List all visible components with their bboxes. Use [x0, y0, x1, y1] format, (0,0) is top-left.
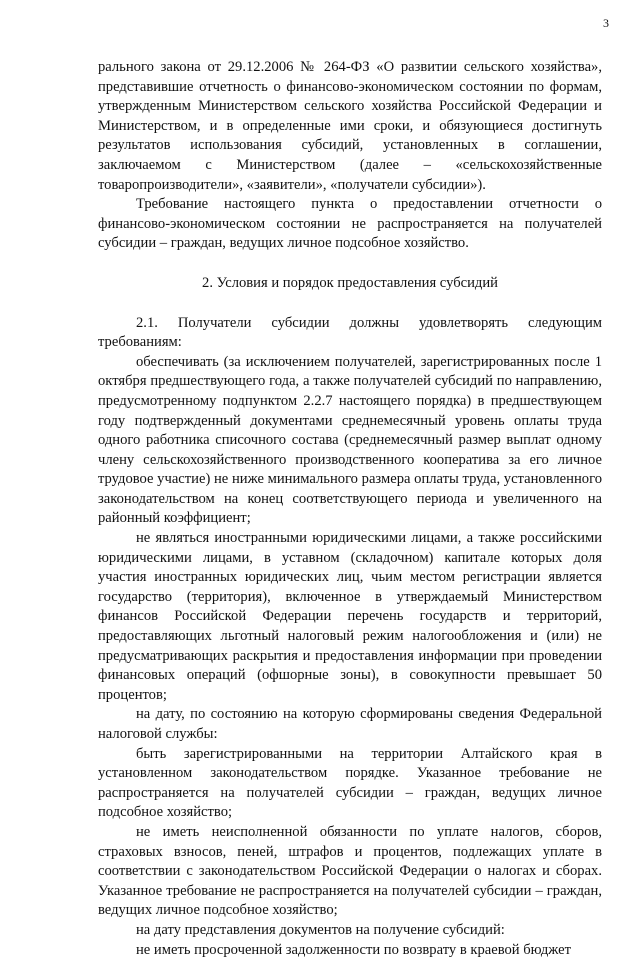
paragraph-continuation: рального закона от 29.12.2006 № 264-ФЗ «О развитии сельского хозяйства», представившие отчетность о финансово-экономическом состоянии по формам, утвержденным Министерством сельского хозяйства Российской Федерации и Министерством, и в определенные ими сроки, и обязующиеся достигнуть результатов использования субсидий, установленных в соглашении, заключаемом с Министерством (далее – «сельскохозяйственные товаропроизводители», «заявители», «получатели субсидии»). — [98, 59, 602, 193]
paragraph-wage-requirement: обеспечивать (за исключением получателей, зарегистрированных после 1 октября предшествующего года, а также получателей субсидий по направлению, предусмотренному подпунктом 2.2.7 настоящего порядка) в предшествующем году подтвержденный документами среднемесячный уровень оплаты труда одного работника списочного состава (среднемесячный размер выплат одному члену сельскохозяйственного производственного кооператива за его личное трудовое участие) не ниже минимального размера оплаты труда, установленного законодательством на конец соответствующего периода и увеличенного на районный коэффициент; — [98, 353, 602, 527]
section-heading: 2. Условия и порядок предоставления субсидий — [202, 274, 498, 291]
page-number: 3 — [603, 16, 609, 30]
paragraph-registration-requirement: быть зарегистрированными на территории Алтайского края в установленном законодательством порядке. Указанное требование не распространяется на получателей субсидии – граждан, ведущих личное подсобное хозяйство; — [98, 745, 602, 821]
paragraph-submission-date: на дату представления документов на получение субсидий: — [136, 921, 505, 938]
paragraph-2-1: 2.1. Получатели субсидии должны удовлетворять следующим требованиям: — [98, 314, 602, 351]
paragraph-tax-service-date: на дату, по состоянию на которую сформированы сведения Федеральной налоговой службы: — [98, 706, 602, 742]
document-body — [98, 58, 602, 960]
paragraph-budget-debt: не иметь просроченной задолженности по возврату в краевой бюджет — [136, 941, 572, 958]
paragraph-tax-debt-requirement: не иметь неисполненной обязанности по уплате налогов, сборов, страховых взносов, пеней, штрафов и процентов, подлежащих уплате в соответствии с законодательством Российской Федерации о налогах и сборах. Указанное требование не распространяется на получателей субсидии – граждан, ведущих личное подсобное хозяйство; — [98, 823, 602, 919]
paragraph-foreign-entity-requirement: не являться иностранными юридическими лицами, а также российскими юридическими лицами, в уставном (складочном) капитале которых доля участия иностранных юридических лиц, чьим местом регистрации является государство (территория), включенное в утверждаемый Министерством финансов Российской Федерации перечень государств и территорий, предоставляющих льготный налоговый режим налогообложения и (или) не предусматривающих раскрытия и предоставления информации при проведении финансовых операций (офшорные зоны), в совокупности превышает 50 процентов; — [98, 530, 602, 703]
paragraph-reporting-requirement: Требование настоящего пункта о предоставлении отчетности о финансово-экономическом состоянии не распространяется на получателей субсидии – граждан, ведущих личное подсобное хозяйство. — [98, 196, 602, 252]
